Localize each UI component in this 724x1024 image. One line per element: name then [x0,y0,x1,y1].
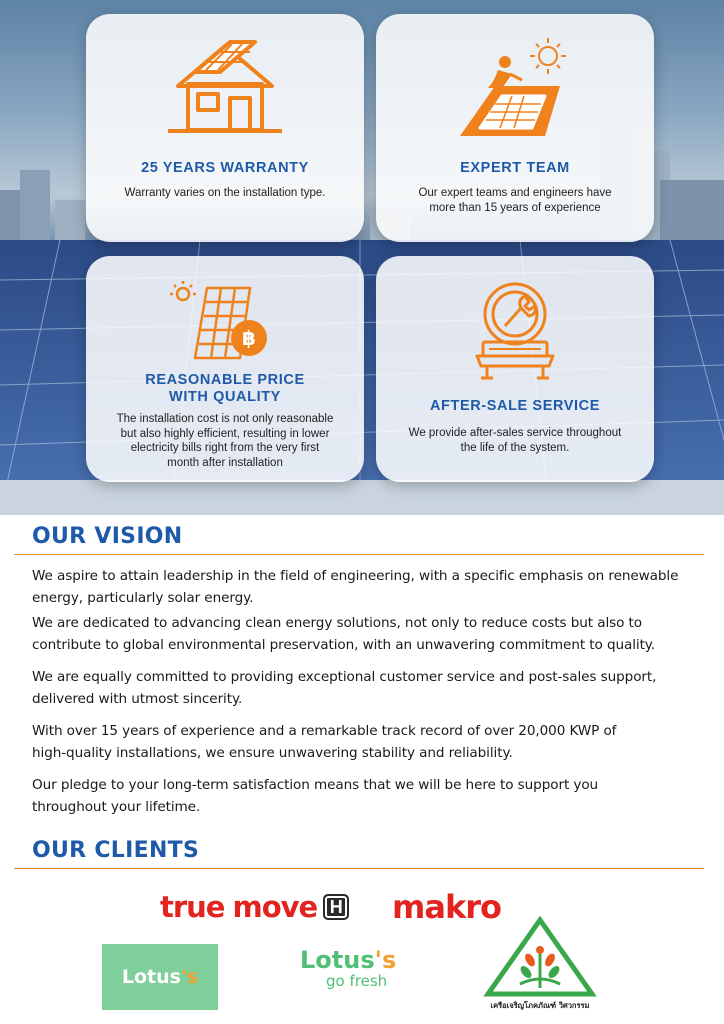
feature-card-reasonable-price [86,256,364,482]
feature-card-warranty [86,14,364,242]
truemove-logo-part: true [160,890,225,924]
solar-panel-baht-icon [86,278,364,368]
feature-title: EXPERT TEAM [460,160,570,176]
wrench-service-icon [376,278,654,368]
feature-description: The installation cost is not only reasonable but also highly efficient, resulting in lower electricity bills right from the very first month after installation [116,413,334,469]
feature-card-expert-team [376,14,654,242]
lotuss-logo-part: 's [180,966,199,988]
charoen-triangle-emblem [480,916,600,998]
lotuss-logo-part: 's [374,946,397,974]
vision-paragraph: We aspire to attain leadership in the field of engineering, with a specific emphasis on renewable energy, particularly solar energy. [32,568,679,606]
vision-paragraph: We are equally committed to providing exceptional customer service and post-sales support, delivered with utmost sincerity. [32,669,657,707]
feature-title: AFTER-SALE SERVICE [429,398,601,414]
charoen-caption: เครือเจริญโภคภัณฑ์ วิศวกรรม [490,1001,590,1010]
feature-title: REASONABLE PRICE WITH QUALITY [145,372,305,405]
lotuss-go-fresh-logo [300,946,396,990]
lotuss-logo-part: Lotus [300,946,375,974]
truemove-logo-part: move [232,890,318,924]
charoen-engineering-logo [480,916,600,1016]
feature-description: Our expert teams and engineers have more than 15 years of experience [418,187,612,214]
vision-paragraph: Our pledge to your long-term satisfaction means that we will be here to support you throughout your lifetime. [32,777,599,815]
feature-description: We provide after-sales service throughout the life of the system. [408,427,622,454]
house-solar-icon [86,36,364,156]
feature-card-after-sale-service [376,256,654,482]
section-divider [14,868,704,869]
lotuss-logo [102,944,218,1010]
truemove-h-logo [160,890,349,924]
feature-title: 25 YEARS WARRANTY [141,160,309,176]
svg-text:฿: ฿ [242,326,256,350]
go-fresh-label: go fresh [326,972,388,990]
feature-description: Warranty varies on the installation type. [124,187,326,199]
clients-heading: OUR CLIENTS [32,838,200,863]
vision-heading: OUR VISION [32,524,183,549]
lotuss-logo-part: Lotus [121,966,181,988]
vision-paragraph: With over 15 years of experience and a remarkable track record of over 20,000 KWP of high-quality installations, we ensure unwavering stability and reliability. [32,723,617,761]
vision-paragraph: We are dedicated to advancing clean energy solutions, not only to reduce costs but also to contribute to global environmental preservation, with an unwavering commitment to quality. [32,615,656,653]
worker-roof-solar-icon [376,36,654,156]
truemove-h-badge: H [323,894,349,920]
section-divider [14,554,704,555]
makro-logo: makro [392,888,501,926]
